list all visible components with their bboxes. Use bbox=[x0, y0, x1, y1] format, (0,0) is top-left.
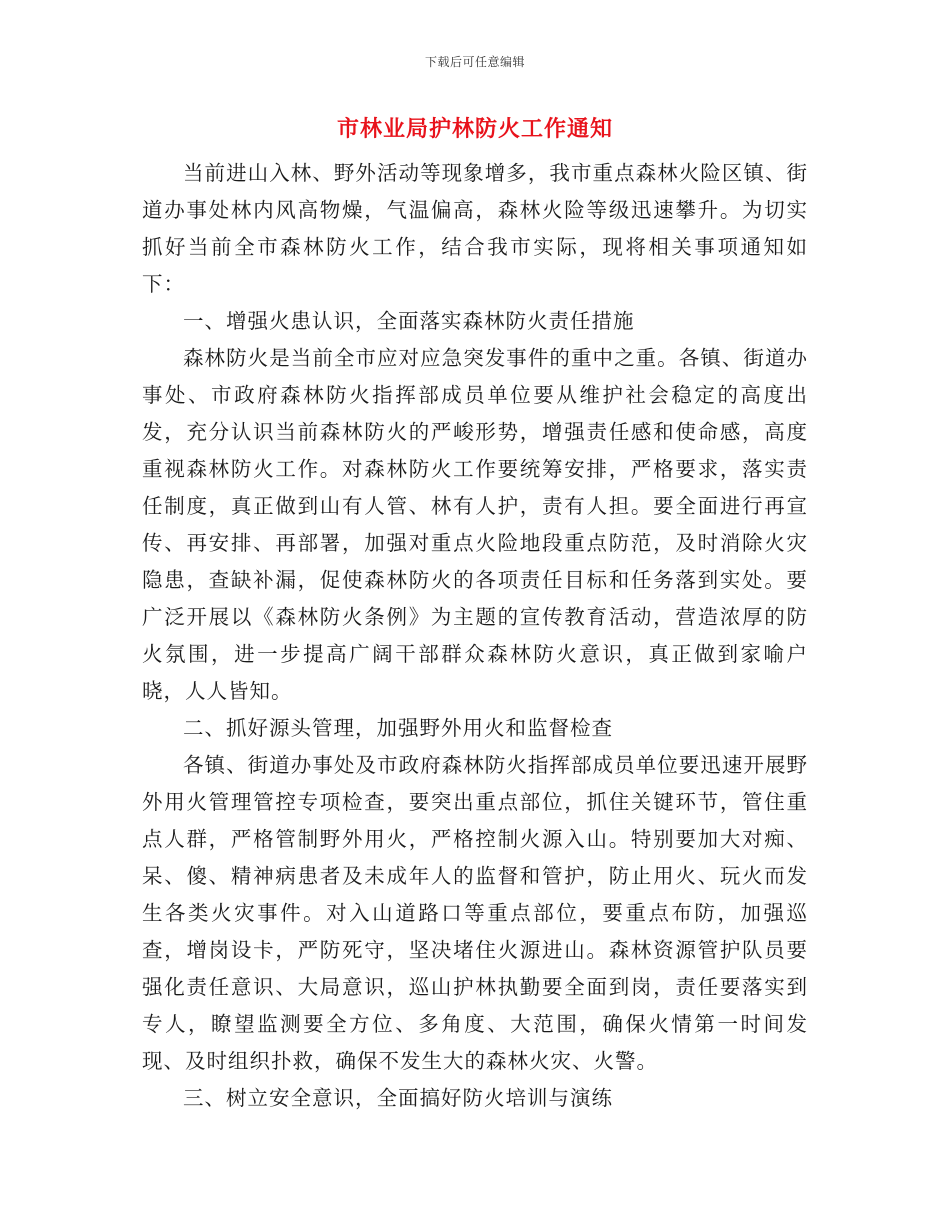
section-paragraph-2: 各镇、街道办事处及市政府森林防火指挥部成员单位要迅速开展野外用火管理管控专项检查，要突出重点部位，抓住关键环节，管住重点人群，严格管制野外用火，严格控制火源入山。特别要加大对痴、呆、傻、精神病患者及未成年人的监督和管护，防止用火、玩火而发生各类火灾事件。对入山道路口等重点部位，要重点布防，加强巡查，增岗设卡，严防死守，坚决堵住火源进山。森林资源管护队员要强化责任意识、大局意识，巡山护林执勤要全面到岗，责任要落实到专人，瞭望监测要全方位、多角度、大范围，确保火情第一时间发现、及时组织扑救，确保不发生大的森林火灾、火警。 bbox=[142, 753, 808, 1073]
header-note: 下载后可任意编辑 bbox=[424, 55, 525, 69]
document-body bbox=[142, 155, 808, 1117]
intro-paragraph: 当前进山入林、野外活动等现象增多，我市重点森林火险区镇、街道办事处林内风高物燥，气温偏高，森林火险等级迅速攀升。为切实抓好当前全市森林防火工作，结合我市实际，现将相关事项通知如下： bbox=[142, 161, 808, 296]
section-heading-2: 二、抓好源头管理，加强野外用火和监督检查 bbox=[183, 716, 613, 740]
document-title: 市林业局护林防火工作通知 bbox=[336, 116, 613, 142]
section-heading-1: 一、增强火患认识，全面落实森林防火责任措施 bbox=[183, 309, 635, 333]
section-heading-3: 三、树立安全意识，全面搞好防火培训与演练 bbox=[183, 1086, 613, 1110]
section-paragraph-1: 森林防火是当前全市应对应急突发事件的重中之重。各镇、街道办事处、市政府森林防火指挥部成员单位要从维护社会稳定的高度出发，充分认识当前森林防火的严峻形势，增强责任感和使命感，高度重视森林防火工作。对森林防火工作要统筹安排，严格要求，落实责任制度，真正做到山有人管、林有人护，责有人担。要全面进行再宣传、再安排、再部署，加强对重点火险地段重点防范，及时消除火灾隐患，查缺补漏，促使森林防火的各项责任目标和任务落到实处。要广泛开展以《森林防火条例》为主题的宣传教育活动，营造浓厚的防火氛围，进一步提高广阔干部群众森林防火意识，真正做到家喻户晓，人人皆知。 bbox=[142, 346, 808, 703]
